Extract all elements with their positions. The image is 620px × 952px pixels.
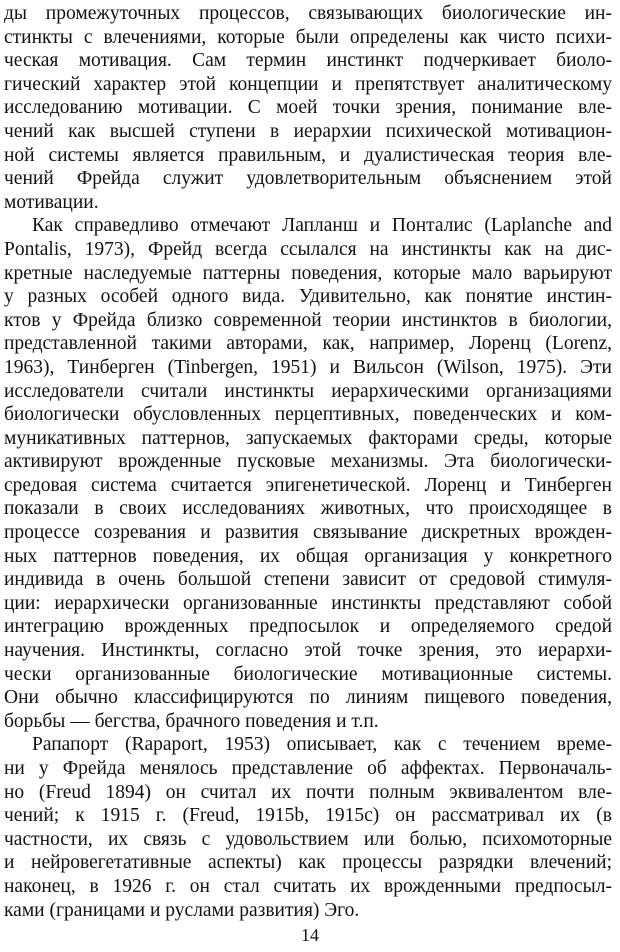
text-line: ками (границами и руслами развития) Эго. [4,899,360,921]
text-line: муникативных паттернов, запускаемых факторами среды, которые [4,427,612,449]
text-line: представленной такими авторами, как, например, Лоренц (Lorenz, [4,333,612,355]
text-line: у разных особей одного вида. Удивительно, как понятие инстин- [4,286,612,308]
text-line: кретные наследуемые паттерны поведения, которые мало варьируют [4,262,612,284]
text-line: показали в своих исследованиях животных, что происходящее в [4,498,612,520]
text-line: 1963), Тинберген (Tinbergen, 1951) и Вильсон (Wilson, 1975). Эти [4,356,612,378]
text-line: частности, их связь с удовольствием или болью, психомоторные [4,828,612,850]
text-line: активируют врожденные пусковые механизмы. Эта биологически- [4,451,612,473]
text-line: ни у Фрейда менялось представление об аффектах. Первоначаль- [4,758,612,779]
text-line: чески организованные биологические мотивационные системы. [4,663,612,685]
text-line: Pontalis, 1973), Фрейд всегда ссылался на инстинкты как на дис- [4,238,612,260]
text-line: мотивации. [4,191,99,213]
text-line: но (Freud 1894) он считал их почти полным эквивалентом вле- [4,781,612,803]
text-line: чений Фрейда служит удовлетворительным объяснением этой [4,168,612,190]
text-line: исследованию мотивации. С моей точки зрения, понимание вле- [4,97,612,119]
page-number: 14 [301,925,319,945]
body-text [4,2,612,922]
text-line: индивида в очень большой степени зависит от средовой стимуля- [4,569,612,591]
text-line: чений; к 1915 г. (Freud, 1915b, 1915c) он рассматривал их (в [4,805,612,827]
text-line: и нейровегетативные аспекты) как процессы разрядки влечений; [4,852,612,874]
text-line: Они обычно классифицируются по линиям пищевого поведения, [4,687,612,709]
text-line: стинкты с влечениями, которые были определены как чисто психи- [4,26,612,48]
text-line: Как справедливо отмечают Лапланш и Понталис (Laplanche and [32,215,612,237]
text-line: интеграцию врожденных предпосылок и определяемого средой [4,616,612,638]
text-line: научения. Инстинкты, согласно этой точке зрения, это иерархи- [4,640,612,662]
text-line: ды промежуточных процессов, связывающих биологические ин- [4,3,612,24]
text-line: борьбы — бегства, брачного поведения и т.п. [4,710,379,732]
text-line: ных паттернов поведения, их общая организация у конкретного [4,545,612,567]
text-line: биологически обусловленных перцептивных, поведенческих и ком- [4,404,612,426]
text-line: средовая система считается эпигенетической. Лоренц и Тинберген [4,474,612,496]
text-line: Рапапорт (Rapaport, 1953) описывает, как с течением време- [32,734,612,756]
text-line: наконец, в 1926 г. он стал считать их врожденными предпосыл- [4,875,612,897]
text-line: ктов у Фрейда близко современной теории инстинктов в биологии, [4,309,612,331]
text-line: ческая мотивация. Сам термин инстинкт подчеркивает биоло- [4,50,612,72]
text-line: процессе созревания и развития связывание дискретных врожден- [4,522,612,544]
text-line: чений как высшей ступени в иерархии психической мотивацион- [4,120,612,142]
text-line: гический характер этой концепции и препятствует аналитическому [4,73,612,95]
text-line: исследователи считали инстинкты иерархическими организациями [4,380,612,402]
text-line: ной системы является правильным, и дуалистическая теория вле- [4,144,612,166]
text-line: ции: иерархически организованные инстинкты представляют собой [4,592,612,614]
